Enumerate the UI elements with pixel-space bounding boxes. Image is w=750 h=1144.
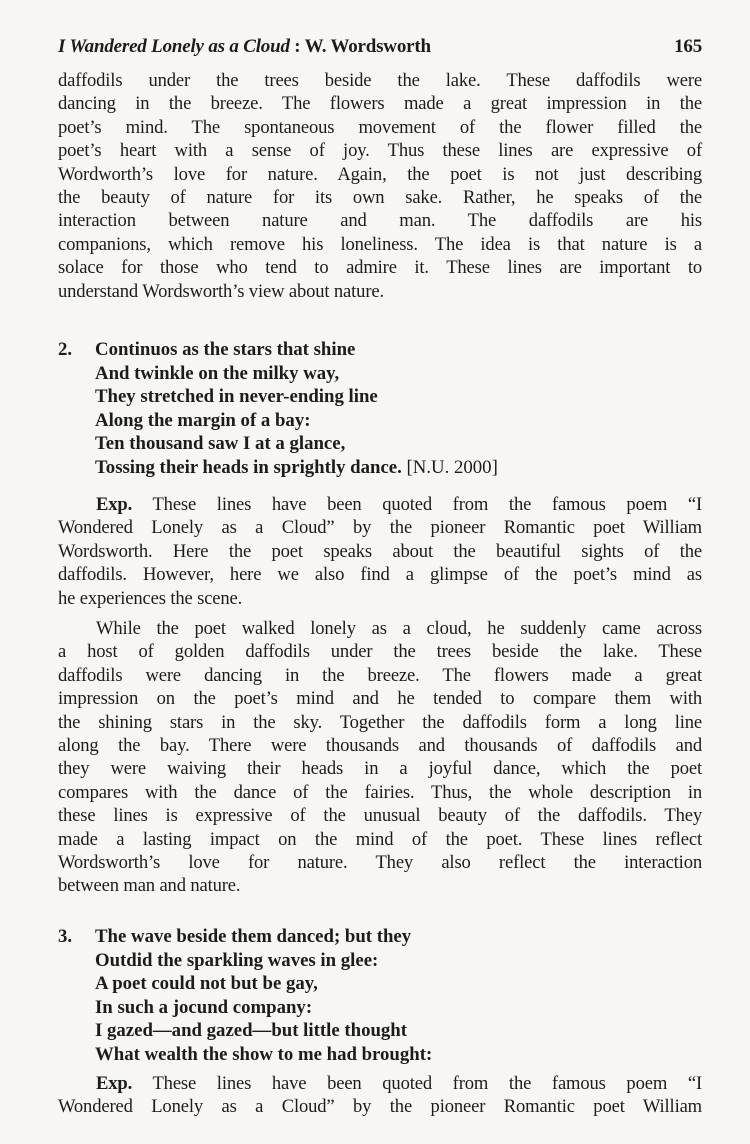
text-line: along the bay. There were thousands and thousands of daffodils and: [58, 735, 702, 757]
text-line: the beauty of nature for its own sake. Rather, he speaks of the: [58, 187, 702, 209]
verse-line: Ten thousand saw I at a glance,: [95, 433, 346, 455]
text-line: he experiences the scene.: [58, 587, 243, 609]
text-line: dancing in the breeze. The flowers made a great impression in the: [58, 93, 702, 115]
verse-line-with-citation: [95, 456, 705, 480]
text-line: daffodils under the trees beside the lake. These daffodils were: [58, 70, 702, 91]
verse-line: Continuos as the stars that shine: [95, 339, 356, 360]
text-line: impression on the poet’s mind and he tended to compare them with: [58, 688, 702, 710]
text-line: a host of golden daffodils under the trees beside the lake. These: [58, 641, 702, 663]
explanation-paragraph-2: [58, 493, 702, 610]
text-line: companions, which remove his loneliness. The idea is that nature is a: [58, 233, 702, 255]
text-line: understand Wordsworth’s view about nature.: [58, 280, 384, 302]
running-head-separator: :: [289, 36, 305, 57]
text-line: Wondered Lonely as a Cloud” by the pioneer Romantic poet William: [58, 1096, 702, 1118]
verse-number: 2.: [58, 339, 73, 360]
text-line: solace for those who tend to admire it. These lines are important to: [58, 257, 702, 279]
verse-line: I gazed—and gazed—but little thought: [95, 1020, 407, 1042]
verse-lines: [95, 925, 705, 1067]
explanation-paragraph-3: [58, 1072, 702, 1119]
verse-line: The wave beside them danced; but they: [95, 926, 412, 947]
citation: [N.U. 2000]: [406, 456, 498, 478]
verse-quote-3: [58, 925, 702, 1070]
verse-line: Tossing their heads in sprightly dance.: [95, 456, 402, 478]
text-line: Wordworth’s love for nature. Again, the poet is not just describing: [58, 163, 702, 185]
text-line: they were waiving their heads in a joyful dance, which the poet: [58, 758, 702, 780]
text-line: Exp. These lines have been quoted from the famous poem “I: [96, 494, 702, 515]
text-line: Exp. These lines have been quoted from the famous poem “I: [96, 1073, 702, 1094]
verse-lines: [95, 338, 705, 480]
verse-line: They stretched in never-ending line: [95, 386, 378, 408]
verse-line: Outdid the sparkling waves in glee:: [95, 949, 379, 971]
verse-line: In such a jocund company:: [95, 996, 313, 1018]
text-line: the shining stars in the sky. Together the daffodils form a long line: [58, 711, 702, 733]
text-line: poet’s heart with a sense of joy. Thus these lines are expressive of: [58, 140, 702, 162]
text-line: Wordsworth. Here the poet speaks about the beautiful sights of the: [58, 540, 702, 562]
verse-line: A poet could not but be gay,: [95, 973, 318, 995]
discussion-paragraph-2: [58, 617, 702, 898]
running-head-title: I Wandered Lonely as a Cloud: [58, 36, 290, 57]
verse-line: And twinkle on the milky way,: [95, 362, 340, 384]
text-line: these lines is expressive of the unusual beauty of the daffodils. They: [58, 805, 702, 827]
verse-quote-2: [58, 338, 702, 483]
text-line: poet’s mind. The spontaneous movement of the flower filled the: [58, 116, 702, 138]
text-line: Wondered Lonely as a Cloud” by the pioneer Romantic poet William: [58, 517, 702, 539]
running-head: [58, 36, 702, 60]
verse-number: 3.: [58, 926, 73, 947]
verse-line: Along the margin of a bay:: [95, 409, 311, 431]
text-line: While the poet walked lonely as a cloud, he suddenly came across: [96, 618, 702, 639]
text-line: made a lasting impact on the mind of the poet. These lines reflect: [58, 828, 702, 850]
page-number: 165: [674, 36, 702, 57]
text-line: compares with the dance of the fairies. Thus, the whole description in: [58, 781, 702, 803]
text-line: between man and nature.: [58, 875, 241, 897]
text-line: daffodils were dancing in the breeze. The flowers made a great: [58, 664, 702, 686]
verse-line: What wealth the show to me had brought:: [95, 1043, 433, 1065]
text-line: daffodils. However, here we also find a glimpse of the poet’s mind as: [58, 564, 702, 586]
exp-label: Exp.: [96, 494, 133, 515]
text-line: Wordsworth’s love for nature. They also reflect the interaction: [58, 852, 702, 874]
text-line: interaction between nature and man. The daffodils are his: [58, 210, 702, 232]
exp-label: Exp.: [96, 1073, 133, 1094]
running-head-author: W. Wordsworth: [304, 36, 431, 57]
continuation-paragraph: [58, 69, 702, 303]
